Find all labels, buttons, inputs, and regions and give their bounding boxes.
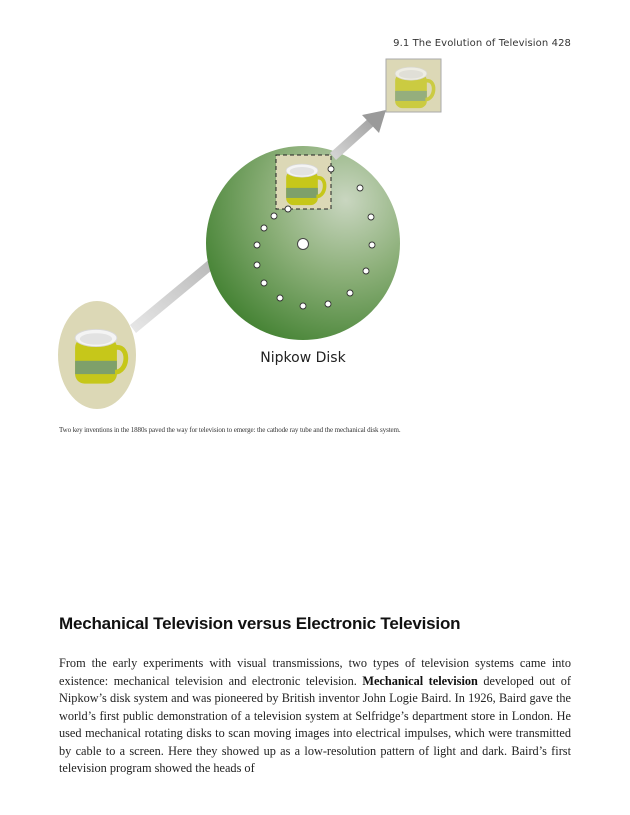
output-arrow — [330, 110, 386, 160]
output-image — [386, 59, 441, 112]
section-heading: Mechanical Television versus Electronic Television — [59, 614, 461, 633]
source-image — [58, 301, 136, 409]
paragraph-text: From the early experiments with visual transmissions, two types of television systems came into existence: mechanical television and electronic television. — [59, 656, 571, 688]
paragraph-text-continued: developed out of Nipkow’s disk system and was pioneered by British inventor John Logie Baird. In 1926, Baird gave the world’s first public demonstration of a television system at Selfridge’s department store in London. He used mechanical rotating disks to scan moving images into electrical impulses, which were transmitted by cable to a screen. Here they showed up as a low-resolution pattern of light and dark. Baird’s first television program showed the heads of — [59, 673, 571, 775]
aperture-frame — [276, 155, 331, 209]
body-paragraph — [59, 655, 571, 778]
running-head: 9.1 The Evolution of Television 428 — [393, 38, 571, 49]
disk-label: Nipkow Disk — [260, 350, 346, 366]
figure-caption: Two key inventions in the 1880s paved the way for television to emerge: the cathode ray tube and the mechanical disk system. — [59, 426, 401, 434]
bold-term: Mechanical television — [362, 673, 478, 688]
